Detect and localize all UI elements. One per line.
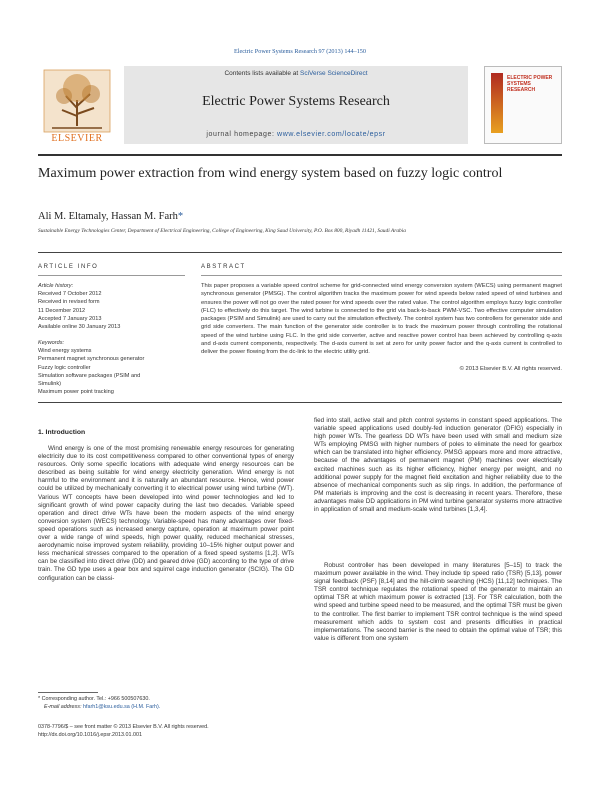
article-info-heading: ARTICLE INFO (38, 264, 99, 270)
doi-link[interactable]: http://dx.doi.org/10.1016/j.epsr.2013.01.001 (38, 732, 142, 738)
footnote-rule (38, 692, 98, 693)
affiliation: Sustainable Energy Technologies Center, Department of Electrical Engineering, College of Engineering, King Saud University, P.O. Box 800, Riyadh 11421, Saudi Arabia (38, 228, 406, 234)
journal-homepage (124, 131, 468, 138)
keyword-item: Maximum power point tracking (38, 389, 114, 396)
abstract-text: This paper proposes a variable speed control scheme for grid-connected wind energy conversion system (WECS) using permanent magnet synchronous generator (PMSG). The control algorithm tracks the maximum power for wind speeds below rated speed of wind turbines and ensures the power will not go over the rated power for wind speeds over the rated value. The control algorithm employs fuzzy logic controller (FLC) to effectively do this target. The wind turbine is connected to the grid via back-to-back PWM-VSC. Two effective computer simulation packages (PSIM and Simulink) are used to carry out the simulation effectively. The control system has two controllers for generator side and grid side converters. The main function of the generator side controller is to track the maximum power through controlling the rotational speed of the wind turbine using FLC. In the grid side converter, active and reactive power control has been achieved by controlling q-axis and d-axis current components, respectively. The d-axis current is set at zero for unity power factor and the q-axis current is controlled to deliver the power flowing from the dc-link to the electric utility grid. (201, 283, 562, 356)
sciencedirect-link[interactable]: SciVerse ScienceDirect (299, 70, 368, 77)
homepage-link[interactable]: www.elsevier.com/locate/epsr (277, 131, 386, 138)
keyword-item: Fuzzy logic controller (38, 364, 91, 371)
header-divider (38, 154, 562, 156)
article-title: Maximum power extraction from wind energy system based on fuzzy logic control (38, 166, 503, 181)
keyword-item: Simulation software packages (PSIM and (38, 372, 141, 379)
history-item: Received in revised form (38, 299, 100, 306)
email-link[interactable]: hfarh1@ksu.edu.sa (H.M. Farh). (82, 704, 161, 710)
cover-stripe (491, 73, 503, 133)
section-divider (38, 252, 562, 253)
journal-title: Electric Power Systems Research (202, 94, 390, 109)
homepage-label: journal homepage: (206, 131, 275, 138)
intro-left-column: Wind energy is one of the most promising renewable energy resources for generating electricity due to its cost competitiveness compared to other conventional types of energy resources. Only some specific locations with adequate wind energy resources can be described as being suitable for wind energy electricity generation. Wind energy is not harmful to the environment and it is naturally an abundant resource. Hence, wind power could be utilized by mechanically converting it to electrical power using wind turbine (WT). Various WT concepts have been developed into wind power technologies and led to significant growth of wind power capacity during the last two decades. Variable speed operation and direct drive WTs have been the modern aspects of the wind energy conversion system (WECS) technology. Variable-speed has many advantages over fixed-speed operations such as increased energy capture, operation at maximum power point over a wide range of wind speeds, high power quality, reduced mechanical stresses, aerodynamic noise improved system reliability, providing 10–15% higher output power and less mechanical stresses compared to the operation of a fixed speed systems [1,2]. WTs can be classified into direct drive (DD) and geared drive (GD) according to the type of drive train. The GD type uses a gear box and squirrel cage induction generator (SCIG). The GD configuration can be classi- (38, 445, 294, 582)
body-divider (38, 402, 562, 403)
author-names: Ali M. Eltamaly, Hassan M. Farh (38, 211, 178, 222)
intro-right-paragraph-2: Robust controller has been developed in many literatures [5–15] to track the maximum power available in the wind. They include tip speed ratio (TSR) [5,13], power signal feedback (PSF) [8,14] and the hill-climb searching (HCS) [11,12] techniques. The TSR control technique regulates the rotational speed of the generator to maintain an optimal TSR at which maximum power is extracted [13]. For TSR calculation, both the wind speed and turbine speed need to be measured, and the optimal TSR must be given to the controller. The first barrier to implement TSR control technique is the wind speed measurement which adds to system cost and presents difficulties in practical implementations. The second barrier is the need to obtain the optimal value of TSR; this value is different from one system (314, 562, 562, 642)
journal-reference[interactable]: Electric Power Systems Research 97 (2013) 144–150 (234, 48, 366, 55)
history-label: Article history: (38, 283, 74, 289)
abstract-rule (201, 275, 562, 276)
journal-banner (124, 66, 468, 144)
publisher-name: ELSEVIER (51, 133, 103, 144)
history-item: 11 December 2012 (38, 307, 86, 314)
email-note (38, 704, 160, 712)
abstract-heading: ABSTRACT (201, 264, 246, 270)
keyword-item: Simulink) (38, 381, 62, 388)
intro-right-paragraph-1: fied into stall, active stall and pitch control systems in constant speed applications. The variable speed applications used doubly-fed induction generator (DFIG) especially in high power WTs. The gearless DD WTs have been used with small and medium size WTs employing PMSG with higher numbers of poles to eliminate the need for gearbox which can be translated into higher efficiency. PMSG appears more and more attractive, because of the advantages of permanent magnet (PM) machines over electrically excited machines such as its higher efficiency, higher energy per weight, and no additional power supply for the magnet field excitation and higher reliability due to the absence of mechanical components such as slip rings. In addition, the performance of PM materials is improving and the cost is decreasing in recent years. Therefore, these advantages make DD applications in PM wind turbine generator systems more attractive in application of small and medium-scale wind turbines [1,3,4]. (314, 417, 562, 514)
history-item: Received 7 October 2012 (38, 291, 102, 298)
corresponding-author-mark[interactable]: * (177, 211, 184, 222)
contents-line (124, 70, 468, 77)
journal-cover-thumbnail (484, 66, 562, 144)
journal-header (38, 62, 562, 152)
email-label: E-mail address: (44, 704, 82, 710)
keywords-label: Keywords: (38, 340, 65, 346)
history-item: Available online 30 January 2013 (38, 324, 121, 331)
keywords (38, 339, 170, 396)
history-item: Accepted 7 January 2013 (38, 315, 102, 322)
cover-title: ELECTRIC POWER SYSTEMS RESEARCH (507, 75, 553, 93)
corresponding-author-note: * Corresponding author. Tel.: +966 500507630. (38, 696, 150, 702)
keyword-item: Permanent magnet synchronous generator (38, 356, 145, 363)
article-info-rule (38, 275, 185, 276)
keyword-item: Wind energy systems (38, 348, 92, 355)
introduction-heading: 1. Introduction (38, 429, 86, 436)
author-line (38, 211, 183, 222)
issn-line: 0378-7796/$ – see front matter © 2013 Elsevier B.V. All rights reserved. (38, 724, 209, 730)
abstract-copyright: © 2013 Elsevier B.V. All rights reserved. (459, 366, 562, 372)
article-history (38, 282, 170, 331)
contents-prefix: Contents lists available at (224, 70, 299, 77)
